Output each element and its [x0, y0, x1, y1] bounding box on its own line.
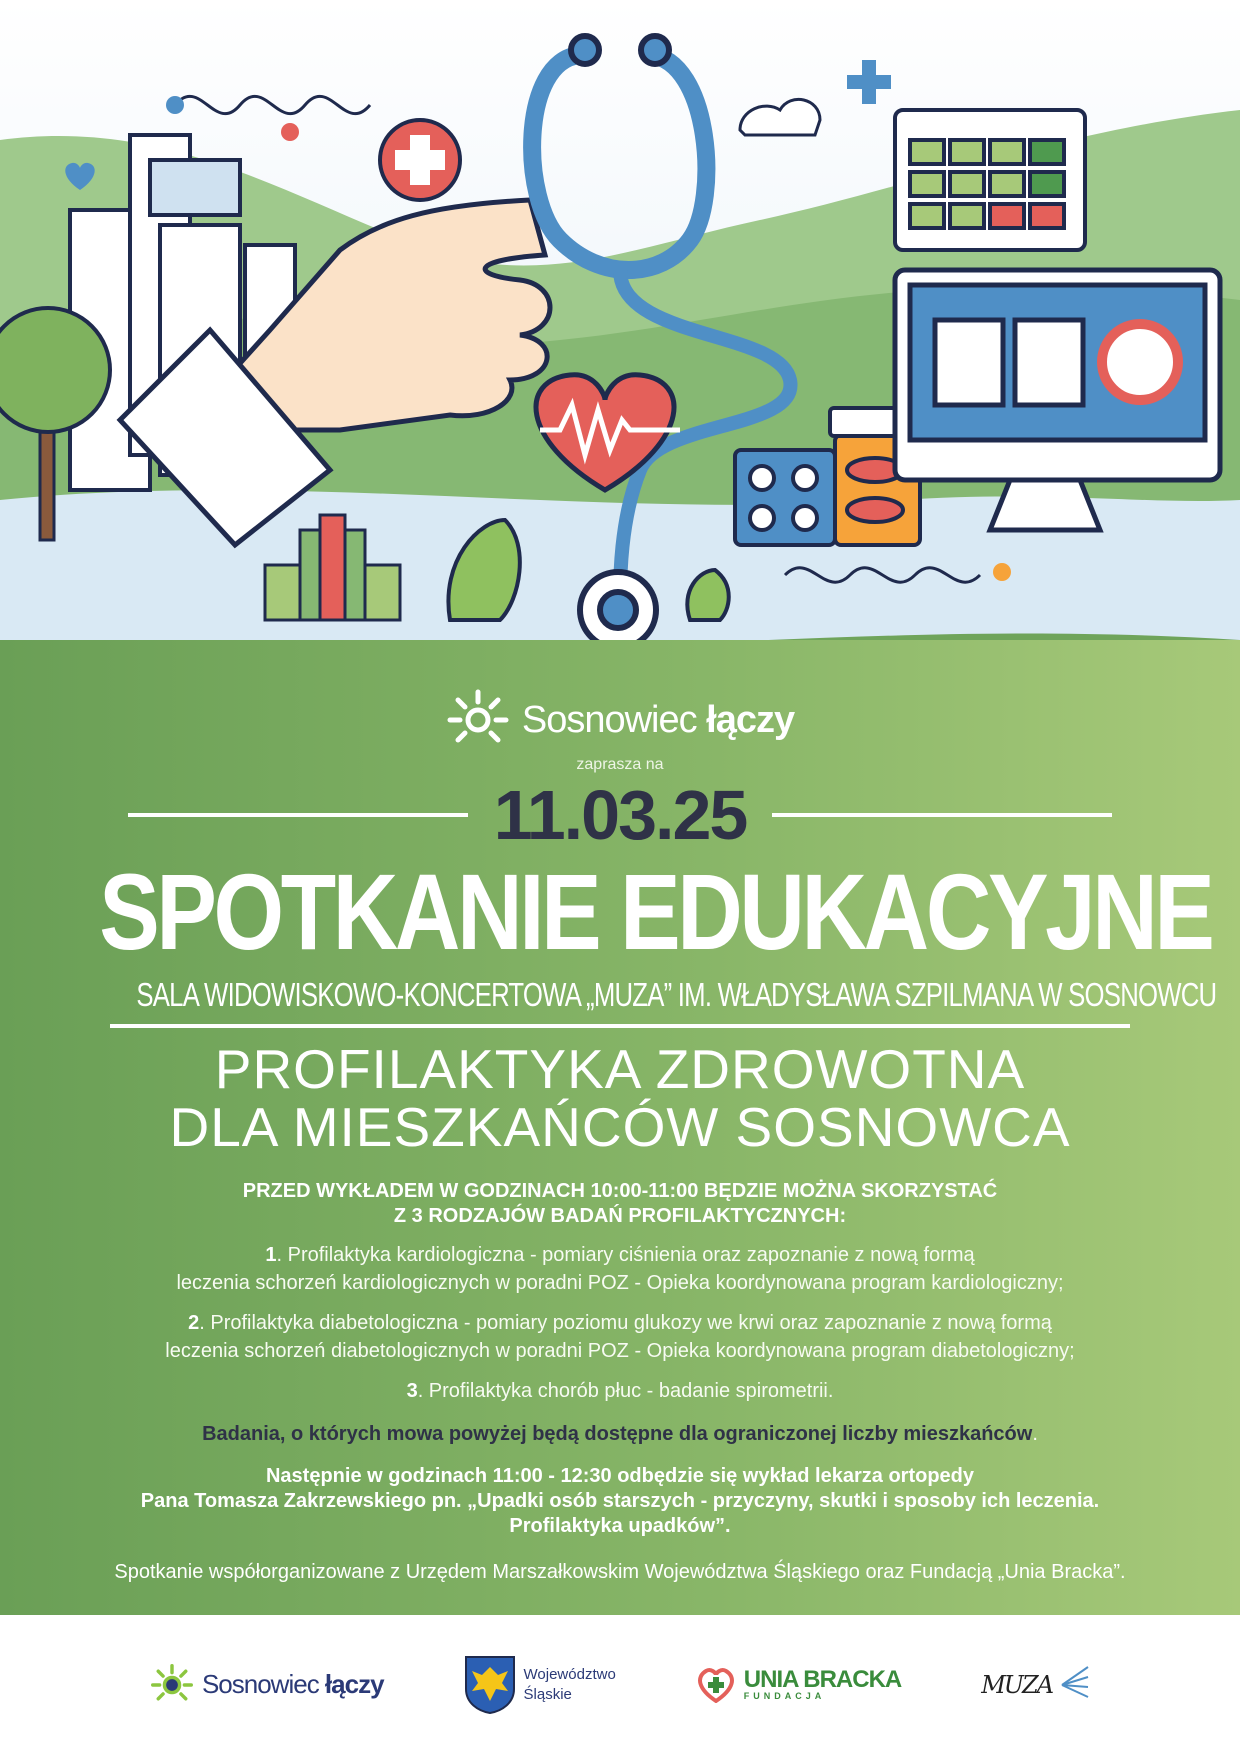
item-3-line-1: 3. Profilaktyka chorób płuc - badanie spirometrii. [406, 1379, 834, 1402]
date-row [0, 776, 1240, 854]
organizer-name: Sosnowiec łączy [521, 698, 795, 741]
subtitle-line-2: DLA MIESZKAŃCÓW SOSNOWCA [169, 1096, 1071, 1159]
partner-logos [0, 1615, 1240, 1754]
dot-red [281, 123, 299, 141]
invite-text: zaprasza na [576, 756, 664, 773]
coat-of-arms-icon [464, 1655, 516, 1715]
event-date: 11.03.25 [493, 776, 747, 854]
item-1-line-2: leczenia schorzeń kardiologicznych w poradni POZ - Opieka koordynowana program kardiologiczny; [176, 1271, 1064, 1294]
sosnowiec-logo-text: Sosnowiec łączy [201, 1669, 384, 1699]
sun-logo-icon [150, 1663, 194, 1707]
item-2-line-1: 2. Profilaktyka diabetologiczna - pomiary poziomu glukozy we krwi oraz zapoznanie z nową formą [188, 1311, 1052, 1334]
health-illustration [0, 0, 1240, 680]
event-venue: SALA WIDOWISKOWO-KONCERTOWA „MUZA” IM. WŁADYSŁAWA SZPILMANA W SOSNOWCU [136, 976, 1217, 1013]
unia-bracka-text: UNIA BRACKA FUNDACJA [743, 1666, 902, 1701]
slaskie-logo-text: Województwo Śląskie [523, 1666, 616, 1703]
lecture-info [0, 1464, 1240, 1539]
screening-lead [0, 1179, 1240, 1229]
venue-divider [110, 1024, 1130, 1028]
event-title: SPOTKANIE EDUKACYJNE [99, 851, 1212, 972]
lead-line-2: Z 3 RODZAJÓW BADAŃ PROFILAKTYCZNYCH: [393, 1204, 847, 1227]
lecture-line-2: Pana Tomasza Zakrzewskiego pn. „Upadki osób starszych - przyczyny, skutki i sposoby ich leczenia. [140, 1489, 1100, 1512]
item-2-line-2: leczenia schorzeń diabetologicznych w poradni POZ - Opieka koordynowana program diabetologiczny; [165, 1339, 1075, 1362]
lecture-line-3: Profilaktyka upadków”. [509, 1514, 731, 1537]
sosnowiec-logo [150, 1663, 384, 1707]
muza-logo-text: MUZA [981, 1670, 1053, 1699]
item-1-line-1: 1. Profilaktyka kardiologiczna - pomiary ciśnienia oraz zapoznanie z nową formą [265, 1243, 975, 1266]
heart-cross-icon [696, 1667, 736, 1703]
muza-logo [981, 1665, 1090, 1705]
coorganizers-text: Spotkanie współorganizowane z Urzędem Marszałkowskim Województwa Śląskiego oraz Fundacją „Unia Bracka”. [114, 1560, 1126, 1583]
slaskie-logo [464, 1655, 616, 1715]
date-divider-right [772, 813, 1112, 817]
date-divider-left [128, 813, 468, 817]
lead-line-1: PRZED WYKŁADEM W GODZINACH 10:00-11:00 BĘDZIE MOŻNA SKORZYSTAĆ [242, 1179, 998, 1202]
poster-content [0, 680, 1240, 1584]
unia-bracka-logo [696, 1667, 901, 1703]
event-subtitle [0, 1040, 1240, 1157]
sun-logo-icon [446, 688, 510, 752]
organizer-logo [0, 688, 1240, 752]
rays-icon [1060, 1665, 1090, 1705]
subtitle-line-1: PROFILAKTYKA ZDROWOTNA [214, 1038, 1026, 1100]
screening-item [0, 1241, 1240, 1297]
screening-item [0, 1377, 1240, 1405]
calendar-icon [895, 110, 1085, 250]
dot-orange [993, 563, 1011, 581]
screening-item [0, 1309, 1240, 1365]
limited-availability-notice: Badania, o których mowa powyżej będą dostępne dla ograniczonej liczby mieszkańców. [202, 1422, 1038, 1445]
medical-cross-icon [380, 120, 460, 200]
dot-blue [166, 96, 184, 114]
lecture-line-1: Następnie w godzinach 11:00 - 12:30 odbędzie się wykład lekarza ortopedy [265, 1464, 975, 1487]
